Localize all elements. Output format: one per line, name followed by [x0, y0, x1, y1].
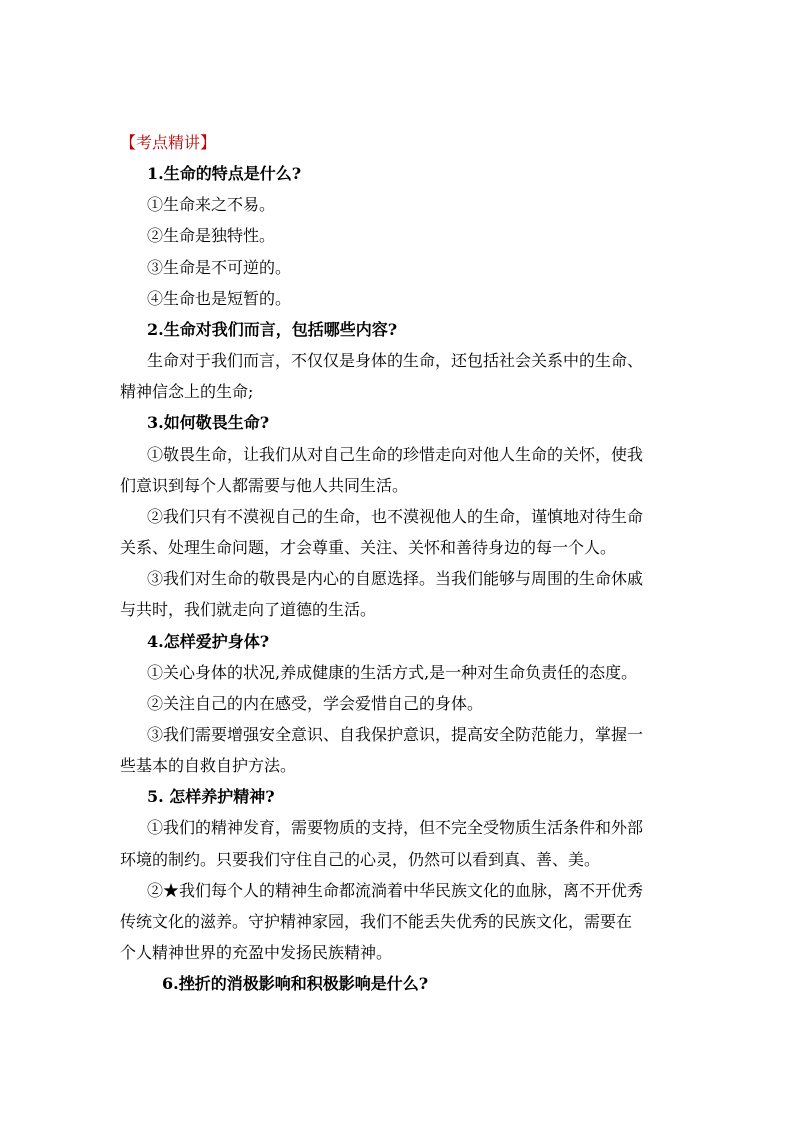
q3-line: ②我们只有不漠视自己的生命，也不漠视他人的生命，谨慎地对待生命	[147, 507, 644, 526]
q1-item: ②生命是独特性。	[147, 226, 276, 245]
q2-line: 生命对于我们而言，不仅仅是身体的生命，还包括社会关系中的生命、	[147, 351, 644, 370]
question-6-title: 6.挫折的消极影响和积极影响是什么?	[162, 974, 429, 993]
q5-line: 环境的制约。只要我们守住自己的心灵，仍然可以看到真、善、美。	[120, 850, 601, 869]
q3-line: 关系、处理生命问题，才会尊重、关注、关怀和善待身边的每一个人。	[120, 538, 617, 557]
question-1-title: 1.生命的特点是什么?	[147, 164, 302, 183]
q2-line: 精神信念上的生命;	[120, 382, 254, 401]
q1-item: ①生命来之不易。	[147, 195, 276, 214]
q3-line: ③我们对生命的敬畏是内心的自愿选择。当我们能够与周围的生命休戚	[147, 569, 644, 588]
q5-line: 传统文化的滋养。守护精神家园，我们不能丢失优秀的民族文化，需要在	[120, 912, 633, 931]
question-5-title: 5. 怎样养护精神?	[147, 787, 275, 806]
q3-line: ①敬畏生命，让我们从对自己生命的珍惜走向对他人生命的关怀，使我	[147, 445, 644, 464]
q5-line: ①我们的精神发育，需要物质的支持，但不完全受物质生活条件和外部	[147, 818, 644, 837]
q3-line: 们意识到每个人都需要与他人共同生活。	[120, 476, 409, 495]
q5-line: 个人精神世界的充盈中发扬民族精神。	[120, 943, 393, 962]
q4-line: ①关心身体的状况,养成健康的生活方式,是一种对生命负责任的态度。	[147, 663, 638, 682]
q3-line: 与共时，我们就走向了道德的生活。	[120, 600, 377, 619]
question-2-title: 2.生命对我们而言，包括哪些内容?	[147, 320, 398, 339]
section-title: 【考点精讲】	[120, 133, 217, 152]
q4-line: 些基本的自救自护方法。	[120, 756, 297, 775]
question-3-title: 3.如何敬畏生命?	[147, 413, 270, 432]
q4-line: ②关注自己的内在感受，学会爱惜自己的身体。	[147, 694, 484, 713]
q1-item: ④生命也是短暂的。	[147, 289, 292, 308]
q5-line: ②★我们每个人的精神生命都流淌着中华民族文化的血脉，离不开优秀	[147, 881, 644, 900]
q4-line: ③我们需要增强安全意识、自我保护意识，提高安全防范能力，掌握一	[147, 725, 644, 744]
q1-item: ③生命是不可逆的。	[147, 258, 292, 277]
question-4-title: 4.怎样爱护身体?	[147, 632, 270, 651]
